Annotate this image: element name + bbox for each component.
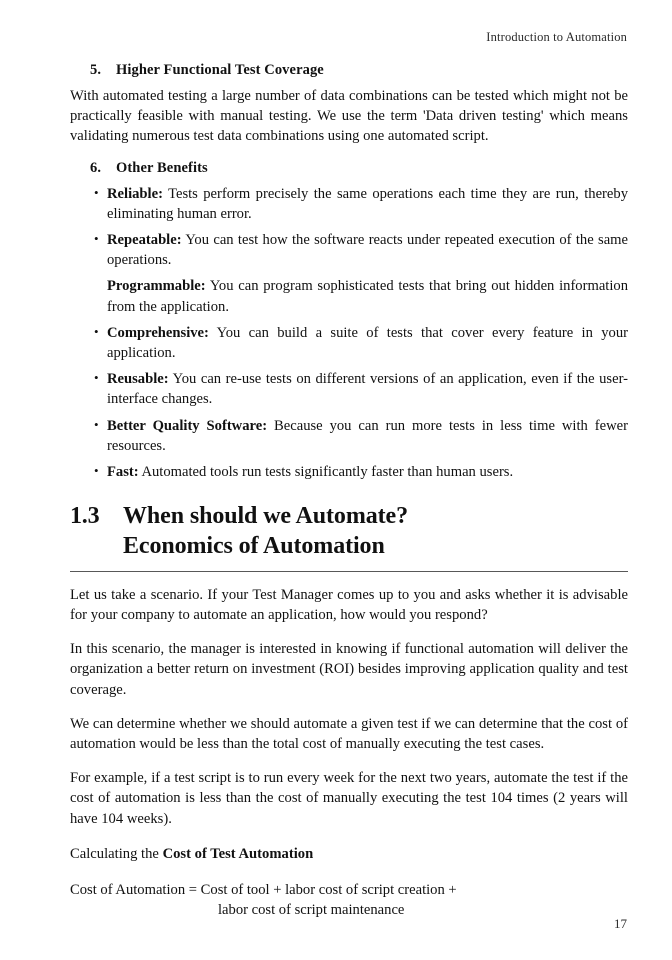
benefit-term: Reusable:	[107, 371, 169, 388]
benefit-text: Automated tools run tests significantly faster than human users.	[138, 464, 514, 481]
formula-line-1: Cost of Automation = Cost of tool + labor cost of script creation +	[70, 881, 457, 898]
paragraph-example: For example, if a test script is to run every week for the next two years, automate the test if the cost of automation is less than the cost of manually executing the test 104 times (2 years will have 104 weeks).	[70, 770, 628, 827]
bullet-icon: •	[94, 463, 99, 479]
section-title-line-1: When should we Automate?	[123, 503, 408, 530]
running-header: Introduction to Automation	[486, 30, 627, 44]
paragraph-coverage: With automated testing a large number of data combinations can be tested which might not be practically feasible with manual testing. We use the term 'Data driven testing' which means validating numerous test data combinations using one automated script.	[70, 88, 628, 145]
benefit-term: Repeatable:	[107, 232, 182, 249]
list-item	[70, 462, 628, 482]
heading-5-number: 5.	[90, 62, 102, 78]
benefit-text: Because you can run more tests in less time with fewer resources.	[107, 417, 628, 454]
section-number: 1.3	[70, 503, 100, 530]
formula-block	[70, 880, 628, 921]
section-title-line-2: Economics of Automation	[123, 533, 385, 559]
benefit-text: You can test how the software reacts under repeated execution of the same operations.	[107, 232, 628, 269]
list-item	[70, 184, 628, 224]
section-title-group	[123, 502, 628, 562]
numbered-heading-5	[70, 62, 628, 79]
formula-line-2: labor cost of script maintenance	[218, 902, 405, 919]
bullet-icon: •	[94, 370, 99, 386]
benefits-list	[70, 184, 628, 483]
page-content	[70, 62, 628, 921]
bullet-icon: •	[94, 323, 99, 339]
calculating-bold: Cost of Test Automation	[162, 845, 314, 862]
heading-6-text: Other Benefits	[116, 159, 208, 176]
benefit-term: Programmable:	[107, 278, 206, 295]
benefit-term: Reliable:	[107, 185, 163, 202]
list-item	[70, 369, 628, 409]
section-heading-block	[70, 502, 628, 572]
calculating-lead: Calculating the	[70, 845, 163, 862]
heading-6-number: 6.	[90, 159, 102, 176]
bullet-icon: •	[94, 231, 99, 247]
section-divider	[70, 571, 628, 572]
bullet-icon: •	[94, 416, 99, 432]
benefit-text: You can program sophisticated tests that bring out hidden information from the application.	[107, 278, 628, 315]
list-item	[70, 230, 628, 270]
list-item	[70, 416, 628, 456]
bullet-icon: •	[94, 184, 99, 200]
calculating-line	[70, 844, 628, 864]
paragraph-determine: We can determine whether we should automate a given test if we can determine that the cost of automation would be less than the total cost of manually executing the test cases.	[70, 715, 628, 752]
numbered-heading-6	[70, 160, 628, 177]
benefit-term: Comprehensive:	[107, 324, 209, 341]
benefit-text: Tests perform precisely the same operations each time they are run, thereby eliminating human error.	[107, 185, 628, 222]
benefit-text: You can re-use tests on different versions of an application, even if the user-interface changes.	[107, 371, 628, 408]
section-heading-row	[70, 502, 628, 562]
heading-5-text: Higher Functional Test Coverage	[116, 62, 324, 78]
page-number: 17	[614, 916, 627, 931]
list-item	[70, 323, 628, 363]
benefit-term: Better Quality Software:	[107, 417, 268, 434]
paragraph-scenario: Let us take a scenario. If your Test Manager comes up to you and asks whether it is advisable for your company to automate an application, how would you respond?	[70, 586, 628, 623]
benefit-text: You can build a suite of tests that cover every feature in your application.	[107, 324, 628, 362]
programmable-continuation	[70, 276, 628, 316]
benefit-term: Fast:	[107, 464, 139, 481]
paragraph-roi: In this scenario, the manager is interested in knowing if functional automation will deliver the organization a better return on investment (ROI) besides improving application quality and test coverage.	[70, 641, 628, 698]
